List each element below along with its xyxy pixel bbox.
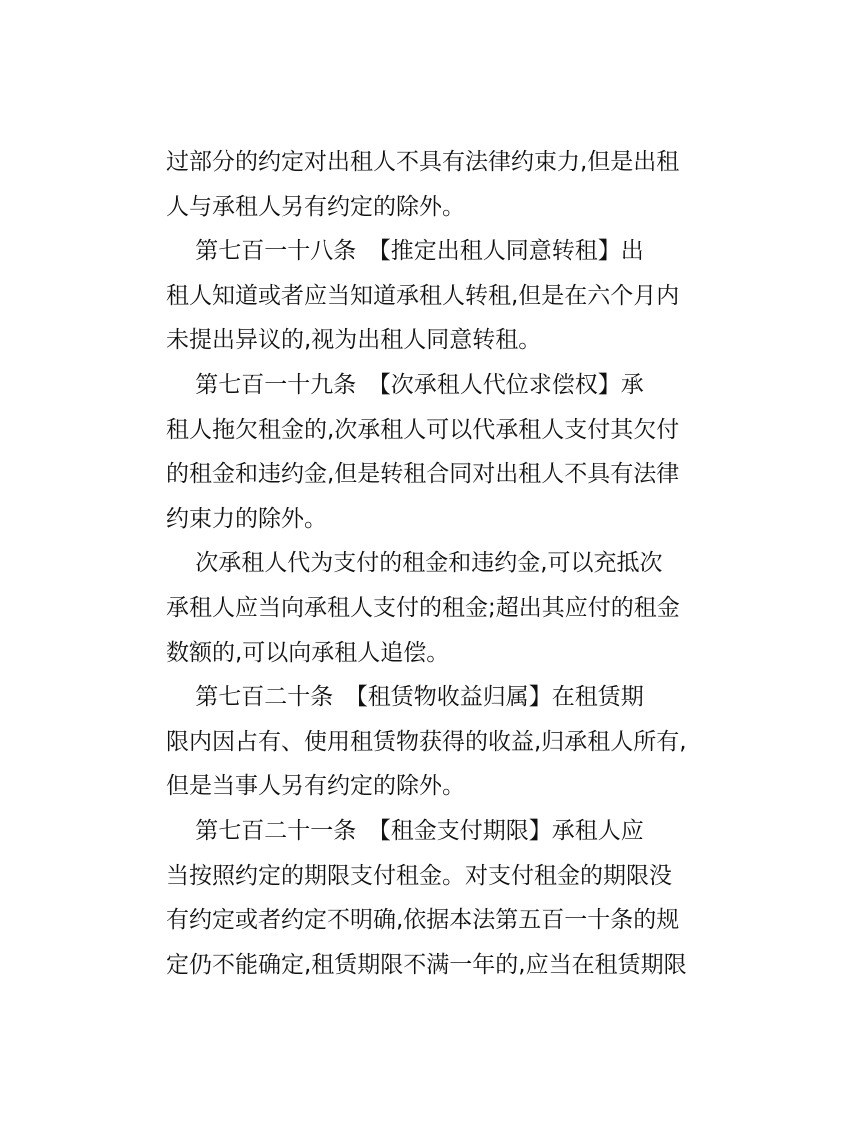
article-719 (166, 363, 726, 541)
text-line: 次承租人代为支付的租金和违约金,可以充抵次 (166, 550, 663, 577)
text-line: 过部分的约定对出租人不具有法律约束力,但是出租 (166, 149, 680, 175)
body-text (166, 140, 726, 987)
text-line: 第七百二十条 【租赁物收益归属】在租赁期 (166, 684, 644, 711)
paragraph-continuation (166, 140, 726, 229)
text-line: 人与承租人另有约定的除外。 (166, 193, 465, 220)
article-718 (166, 229, 726, 363)
text-line: 有约定或者约定不明确,依据本法第五百一十条的规 (166, 907, 680, 934)
text-line: 第七百一十九条 【次承租人代位求偿权】承 (166, 371, 644, 398)
article-721 (166, 809, 726, 987)
article-720 (166, 675, 726, 809)
text-line: 租人知道或者应当知道承租人转租,但是在六个月内 (166, 282, 680, 309)
text-line: 承租人应当向承租人支付的租金;超出其应付的租金 (166, 594, 680, 621)
text-line: 定仍不能确定,租赁期限不满一年的,应当在租赁期限 (166, 951, 687, 978)
text-line: 当按照约定的期限支付租金。对支付租金的期限没 (166, 862, 672, 889)
text-line: 但是当事人另有约定的除外。 (166, 773, 465, 800)
text-line: 数额的,可以向承租人追偿。 (166, 639, 450, 666)
text-line: 第七百一十八条 【推定出租人同意转租】出 (166, 238, 644, 265)
text-line: 的租金和违约金,但是转租合同对出租人不具有法律 (166, 461, 680, 488)
text-line: 第七百二十一条 【租金支付期限】承租人应 (166, 817, 644, 844)
text-line: 限内因占有、使用租赁物获得的收益,归承租人所有, (166, 728, 687, 755)
text-line: 约束力的除外。 (166, 505, 327, 532)
article-719-paragraph-2 (166, 541, 726, 675)
text-line: 未提出异议的,视为出租人同意转租。 (166, 327, 542, 354)
text-line: 租人拖欠租金的,次承租人可以代承租人支付其欠付 (166, 416, 680, 443)
